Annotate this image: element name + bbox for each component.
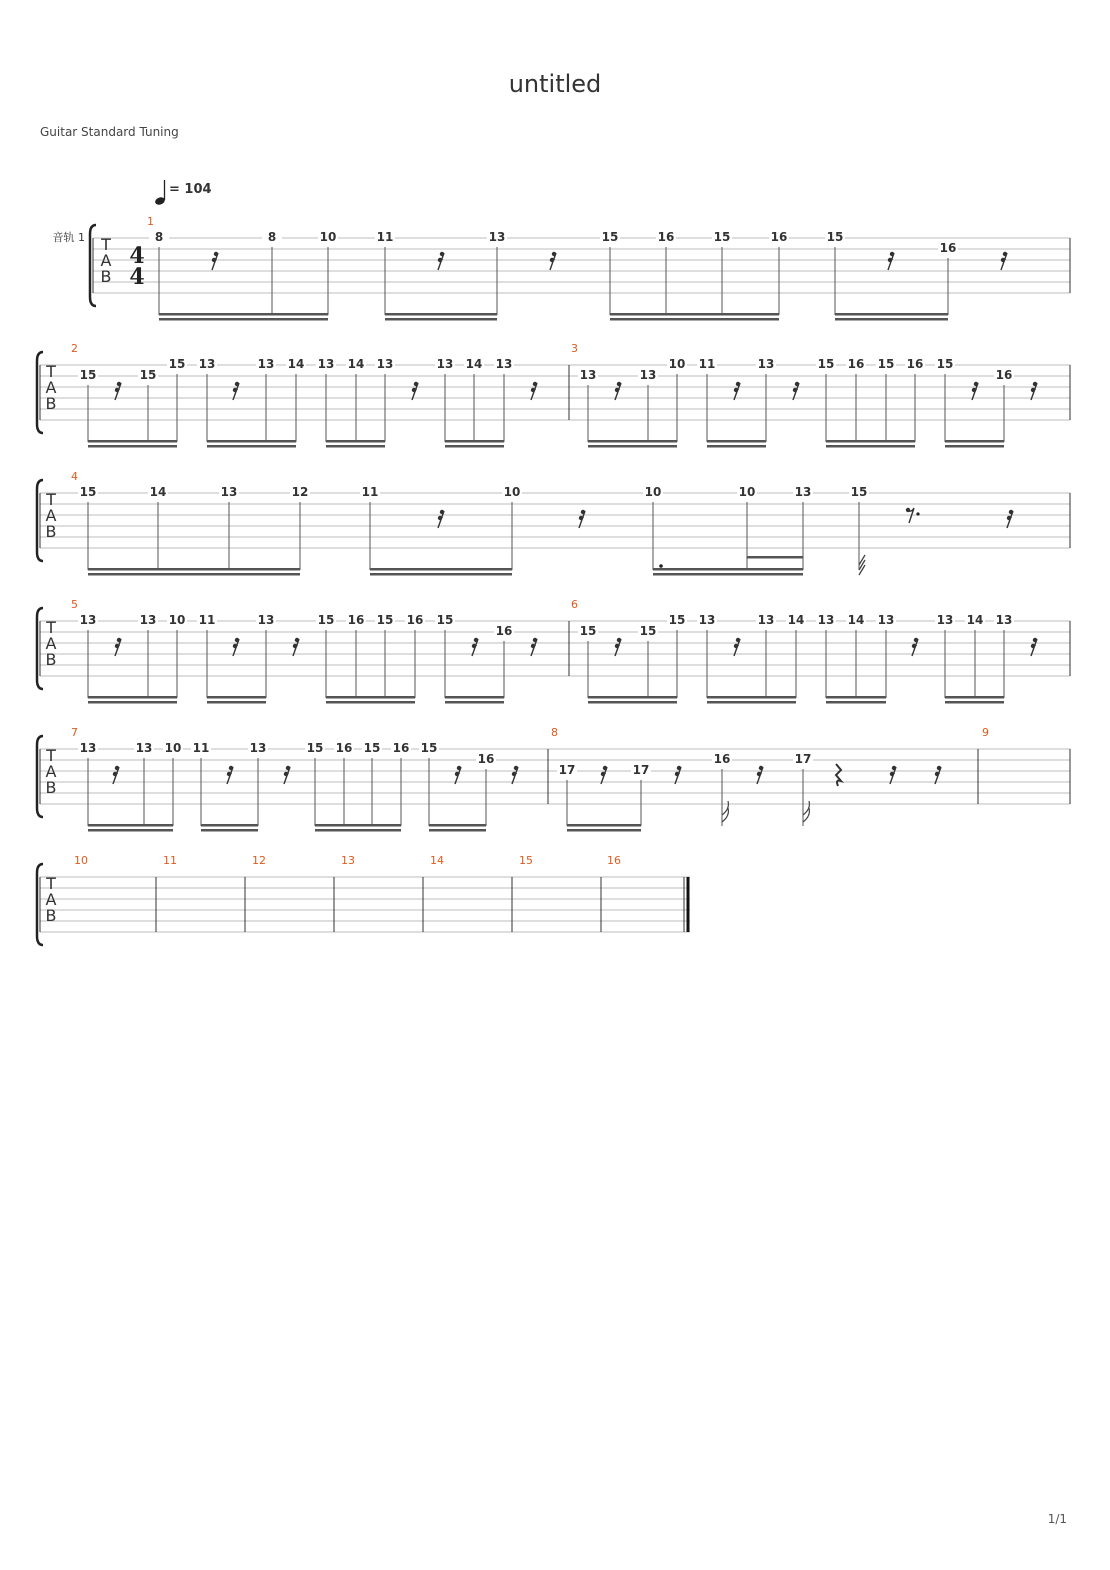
fret-number: 13 [579, 368, 597, 382]
fret-number: 14 [787, 613, 805, 627]
dotted-rest-dot [916, 512, 919, 515]
tempo-marking [154, 180, 166, 206]
fret-number: 15 [317, 613, 335, 627]
beam [429, 824, 486, 827]
beam [445, 440, 504, 443]
tab-clef-letter: B [45, 906, 57, 925]
beam [88, 573, 300, 576]
beam [88, 829, 173, 832]
fret-number: 13 [436, 357, 454, 371]
tab-clef-letter: T [46, 874, 56, 893]
fret-number: 14 [149, 485, 167, 499]
fret-number: 11 [198, 613, 216, 627]
tab-clef-letter: T [46, 490, 56, 509]
time-signature-bottom: 4 [129, 264, 145, 290]
fret-number: 16 [335, 741, 353, 755]
fret-number: 13 [376, 357, 394, 371]
fret-number: 13 [698, 613, 716, 627]
beam [207, 701, 266, 704]
fret-number: 16 [657, 230, 675, 244]
beam [707, 445, 766, 448]
page-number: 1/1 [1047, 1512, 1067, 1526]
beam [326, 445, 385, 448]
measure-number: 9 [982, 726, 989, 739]
measure-number: 4 [71, 470, 78, 483]
fret-number: 15 [579, 624, 597, 638]
fret-number: 10 [668, 357, 686, 371]
fret-number: 13 [757, 613, 775, 627]
fret-number: 8 [267, 230, 277, 244]
measure-number: 5 [71, 598, 78, 611]
fret-number: 10 [164, 741, 182, 755]
sixteenth-rest [1031, 382, 1037, 400]
fret-number: 15 [79, 368, 97, 382]
fret-number: 15 [877, 357, 895, 371]
fret-number: 15 [639, 624, 657, 638]
tab-clef-letter: B [45, 650, 57, 669]
sixteenth-rest [1001, 252, 1007, 270]
fret-number: 16 [713, 752, 731, 766]
beam [315, 829, 401, 832]
tab-clef-letter: B [45, 522, 57, 541]
beam [588, 696, 677, 699]
sixteenth-rest [233, 382, 239, 400]
measure-number: 16 [607, 854, 621, 867]
fret-number: 15 [826, 230, 844, 244]
fret-number: 16 [995, 368, 1013, 382]
fret-number: 14 [287, 357, 305, 371]
beam [88, 824, 173, 827]
beam [207, 445, 296, 448]
fret-number: 13 [257, 613, 275, 627]
measure-number: 7 [71, 726, 78, 739]
fret-number: 16 [770, 230, 788, 244]
tab-clef-letter: A [45, 378, 57, 397]
fret-number: 10 [644, 485, 662, 499]
beam [945, 440, 1004, 443]
beam [315, 824, 401, 827]
beam [945, 701, 1004, 704]
fret-number: 13 [817, 613, 835, 627]
tab-clef-letter: A [100, 251, 112, 270]
beam [588, 440, 677, 443]
beam [201, 824, 258, 827]
fret-number: 13 [79, 741, 97, 755]
fret-number: 13 [794, 485, 812, 499]
beam [588, 701, 677, 704]
fret-number: 10 [503, 485, 521, 499]
sixteenth-rest [412, 382, 418, 400]
beam [835, 318, 948, 321]
sixteenth-rest [675, 766, 681, 784]
tab-clef-letter: T [101, 235, 111, 254]
beam [159, 318, 328, 321]
measure-number: 1 [147, 215, 154, 228]
sixteenth-rest [512, 766, 518, 784]
tab-clef-letter: T [46, 618, 56, 637]
fret-number: 15 [168, 357, 186, 371]
sixteenth-rest [550, 252, 556, 270]
beam [88, 440, 177, 443]
fret-number: 13 [220, 485, 238, 499]
fret-number: 15 [139, 368, 157, 382]
beam [707, 696, 796, 699]
fret-number: 10 [319, 230, 337, 244]
fret-number: 14 [465, 357, 483, 371]
beam [370, 573, 512, 576]
fret-number: 14 [966, 613, 984, 627]
sixteenth-rest [438, 252, 444, 270]
tab-clef-letter: B [45, 778, 57, 797]
sixteenth-rest [757, 766, 763, 784]
sixteenth-rest [293, 638, 299, 656]
fret-number: 13 [877, 613, 895, 627]
sixteenth-rest [455, 766, 461, 784]
measure-number: 11 [163, 854, 177, 867]
beam [707, 701, 796, 704]
sixteenth-rest [615, 382, 621, 400]
fret-number: 17 [632, 763, 650, 777]
sixteenth-rest [284, 766, 290, 784]
fret-number: 10 [738, 485, 756, 499]
measure-number: 12 [252, 854, 266, 867]
fret-number: 16 [847, 357, 865, 371]
tab-clef-letter: A [45, 762, 57, 781]
sixteenth-rest [601, 766, 607, 784]
beam [835, 313, 948, 316]
beam [88, 568, 300, 571]
sixteenth-rest [212, 252, 218, 270]
fret-number: 10 [168, 613, 186, 627]
fret-number: 15 [436, 613, 454, 627]
beam [207, 440, 296, 443]
measure-number: 15 [519, 854, 533, 867]
fret-number: 15 [306, 741, 324, 755]
fret-number: 11 [192, 741, 210, 755]
sixteenth-rest [472, 638, 478, 656]
quarter-rest [836, 764, 841, 786]
measure-number: 8 [551, 726, 558, 739]
sixteenth-rest [227, 766, 233, 784]
sixteenth-rest [734, 382, 740, 400]
fret-number: 8 [154, 230, 164, 244]
beam [385, 313, 497, 316]
beam [201, 829, 258, 832]
sixteenth-rest [793, 382, 799, 400]
score-title: untitled [508, 70, 602, 98]
sixteenth-rest [233, 638, 239, 656]
tab-clef-letter: A [45, 506, 57, 525]
beam [826, 701, 886, 704]
beam [445, 696, 504, 699]
fret-number: 16 [939, 241, 957, 255]
fret-number: 15 [850, 485, 868, 499]
beam [429, 829, 486, 832]
fret-number: 12 [291, 485, 309, 499]
fret-number: 16 [495, 624, 513, 638]
beam [826, 696, 886, 699]
tab-clef-letter: B [45, 394, 57, 413]
fret-number: 13 [488, 230, 506, 244]
track-label: 音轨 1 [52, 231, 85, 244]
fret-number: 13 [995, 613, 1013, 627]
sixteenth-rest [972, 382, 978, 400]
fret-number: 15 [376, 613, 394, 627]
beam [88, 445, 177, 448]
sixteenth-rest [1031, 638, 1037, 656]
tab-clef-letter: A [45, 890, 57, 909]
beam [445, 445, 504, 448]
sixteenth-rest [113, 766, 119, 784]
fret-number: 17 [794, 752, 812, 766]
tab-clef-letter: A [45, 634, 57, 653]
beam [653, 568, 803, 571]
fret-number: 13 [936, 613, 954, 627]
fret-number: 16 [477, 752, 495, 766]
beam [567, 824, 641, 827]
sixteenth-rest [115, 638, 121, 656]
tremolo-flag [859, 555, 865, 575]
measure-number: 3 [571, 342, 578, 355]
beam [567, 829, 641, 832]
sixteenth-rest [1007, 510, 1013, 528]
sixteenth-rest [912, 638, 918, 656]
tab-clef-letter: T [46, 362, 56, 381]
fret-number: 15 [713, 230, 731, 244]
fret-number: 15 [363, 741, 381, 755]
fret-number: 15 [79, 485, 97, 499]
fret-number: 14 [847, 613, 865, 627]
fret-number: 15 [936, 357, 954, 371]
beam [945, 445, 1004, 448]
sixteenth-rest [115, 382, 121, 400]
fret-number: 13 [757, 357, 775, 371]
fret-number: 16 [392, 741, 410, 755]
fret-number: 11 [376, 230, 394, 244]
beam [326, 440, 385, 443]
time-signature-top: 4 [129, 243, 145, 269]
fret-number: 13 [257, 357, 275, 371]
beam [945, 696, 1004, 699]
beam [370, 568, 512, 571]
sixteenth-rest [888, 252, 894, 270]
beam [826, 440, 915, 443]
sixteenth-rest [531, 638, 537, 656]
tab-clef-letter: B [100, 267, 112, 286]
measure-number: 13 [341, 854, 355, 867]
fret-number: 17 [558, 763, 576, 777]
fret-number: 13 [139, 613, 157, 627]
beam [588, 445, 677, 448]
beam [610, 313, 779, 316]
measure-number: 10 [74, 854, 88, 867]
sixteenth-rest [734, 638, 740, 656]
tab-clef-letter: T [46, 746, 56, 765]
beam [826, 445, 915, 448]
fret-number: 15 [668, 613, 686, 627]
dotted-rhythm-dot [659, 564, 663, 568]
tempo-value: = 104 [169, 182, 212, 197]
fret-number: 11 [361, 485, 379, 499]
beam [326, 696, 415, 699]
fret-number: 13 [317, 357, 335, 371]
sixteenth-rest [615, 638, 621, 656]
beam [747, 556, 803, 559]
sixteenth-rest [935, 766, 941, 784]
fret-number: 13 [639, 368, 657, 382]
fret-number: 13 [198, 357, 216, 371]
fret-number: 15 [817, 357, 835, 371]
tuning-label: Guitar Standard Tuning [40, 125, 179, 139]
beam [707, 440, 766, 443]
fret-number: 13 [249, 741, 267, 755]
sixteenth-rest [579, 510, 585, 528]
beam [88, 701, 177, 704]
beam [88, 696, 177, 699]
beam [653, 573, 803, 576]
sixteenth-rest [438, 510, 444, 528]
fret-number: 16 [347, 613, 365, 627]
beam [610, 318, 779, 321]
beam [445, 701, 504, 704]
measure-number: 14 [430, 854, 444, 867]
fret-number: 11 [698, 357, 716, 371]
beam [385, 318, 497, 321]
beam [207, 696, 266, 699]
fret-number: 15 [420, 741, 438, 755]
sixteenth-rest [531, 382, 537, 400]
beam [159, 313, 328, 316]
fret-number: 16 [906, 357, 924, 371]
beam [326, 701, 415, 704]
fret-number: 13 [135, 741, 153, 755]
sixteenth-rest [890, 766, 896, 784]
fret-number: 13 [495, 357, 513, 371]
fret-number: 16 [406, 613, 424, 627]
fret-number: 14 [347, 357, 365, 371]
fret-number: 15 [601, 230, 619, 244]
fret-number: 13 [79, 613, 97, 627]
measure-number: 6 [571, 598, 578, 611]
measure-number: 2 [71, 342, 78, 355]
